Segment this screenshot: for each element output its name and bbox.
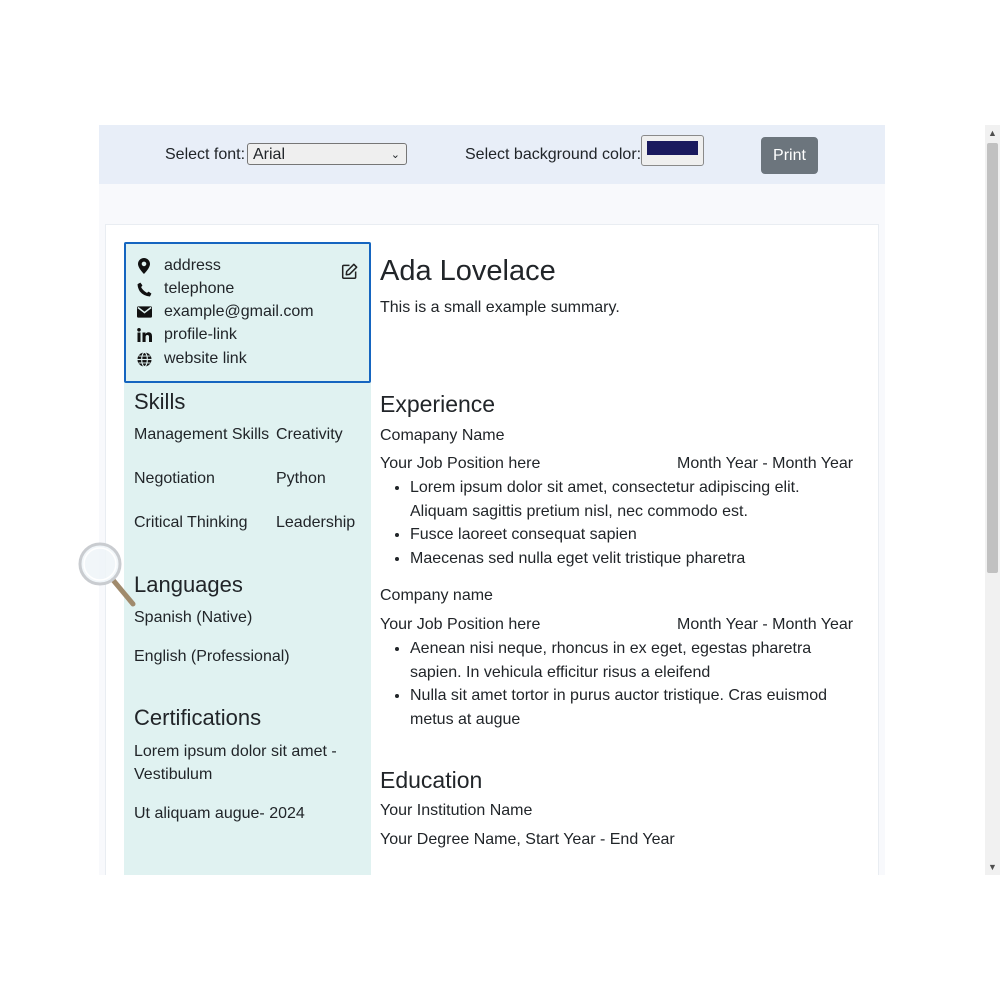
contact-address xyxy=(136,255,221,277)
bullet-item: • Lorem ipsum dolor sit amet, consectetur adipiscing elit. Aliquam sagittis pretium nisl, nec commodo est. xyxy=(410,476,850,523)
color-swatch xyxy=(647,141,698,155)
bullet-item: • Aenean nisi neque, rhoncus in ex eget, egestas pharetra sapien. In vehicula efficitur risus a eleifend xyxy=(410,637,850,684)
font-select-value: Arial xyxy=(253,146,286,163)
contact-box[interactable] xyxy=(124,242,371,383)
skill-item: Management Skills xyxy=(134,426,270,443)
experience-heading: Experience xyxy=(380,391,496,417)
resume-name: Ada Lovelace xyxy=(380,255,556,287)
certification-item: Lorem ipsum dolor sit amet - xyxy=(134,743,337,760)
skill-item: Critical Thinking xyxy=(134,514,248,531)
contact-email xyxy=(136,301,314,323)
job-bullets xyxy=(388,637,850,731)
job-dates: Month Year - Month Year xyxy=(677,455,854,472)
telephone-text: telephone xyxy=(164,280,235,297)
certifications-heading: Certifications xyxy=(134,705,262,730)
job-position: Your Job Position here xyxy=(380,455,541,472)
job-dates: Month Year - Month Year xyxy=(677,616,854,633)
scrollbar-thumb[interactable] xyxy=(987,143,998,573)
skill-item: Python xyxy=(276,470,326,487)
profile-link-text: profile-link xyxy=(164,326,237,343)
envelope-icon xyxy=(136,304,152,320)
resume-builder-frame xyxy=(99,125,885,875)
bullet-item: • Nulla sit amet tortor in purus auctor tristique. Cras euismod metus at augue xyxy=(410,684,850,731)
location-pin-icon xyxy=(136,258,152,274)
job-position: Your Job Position here xyxy=(380,616,541,633)
contact-telephone xyxy=(136,278,234,300)
globe-icon xyxy=(136,351,152,367)
font-select[interactable] xyxy=(247,143,407,165)
job-bullets xyxy=(388,476,850,570)
edit-icon[interactable] xyxy=(341,263,359,281)
toolbar xyxy=(99,125,885,184)
phone-icon xyxy=(136,281,152,297)
company-name: Comapany Name xyxy=(380,427,505,444)
bg-color-label: Select background color: xyxy=(465,146,642,163)
languages-heading: Languages xyxy=(134,572,243,597)
scroll-down-icon[interactable]: ▼ xyxy=(988,862,997,872)
resume-page xyxy=(105,224,879,875)
language-item: Spanish (Native) xyxy=(134,609,253,626)
address-text: address xyxy=(164,257,221,274)
language-item: English (Professional) xyxy=(134,648,290,665)
contact-website xyxy=(136,348,247,370)
email-text: example@gmail.com xyxy=(164,303,314,320)
website-text: website link xyxy=(164,350,247,367)
page-scrollbar[interactable] xyxy=(985,125,1000,875)
education-heading: Education xyxy=(380,767,483,793)
degree-name: Your Degree Name, Start Year - End Year xyxy=(380,831,675,848)
bullet-item: • Fusce laoreet consequat sapien xyxy=(410,523,850,547)
skill-item: Creativity xyxy=(276,426,343,443)
linkedin-icon xyxy=(136,327,152,343)
bg-color-picker[interactable] xyxy=(641,135,704,166)
skills-heading: Skills xyxy=(134,389,186,414)
resume-main xyxy=(380,225,870,875)
scroll-up-icon[interactable]: ▲ xyxy=(988,128,997,138)
skill-item: Leadership xyxy=(276,514,356,531)
institution-name: Your Institution Name xyxy=(380,802,533,819)
company-name: Company name xyxy=(380,587,493,604)
chevron-down-icon: ⌄ xyxy=(390,149,400,161)
print-button[interactable]: Print xyxy=(761,137,818,174)
bullet-item: • Maecenas sed nulla eget velit tristique pharetra xyxy=(410,547,850,571)
contact-profile xyxy=(136,324,237,346)
resume-sidebar xyxy=(124,242,371,875)
skill-item: Negotiation xyxy=(134,470,215,487)
certification-item: Vestibulum xyxy=(134,766,213,783)
font-label: Select font: xyxy=(165,146,246,163)
magnifier-icon xyxy=(77,540,139,608)
certification-item: Ut aliquam augue- 2024 xyxy=(134,805,305,822)
resume-summary: This is a small example summary. xyxy=(380,299,620,316)
